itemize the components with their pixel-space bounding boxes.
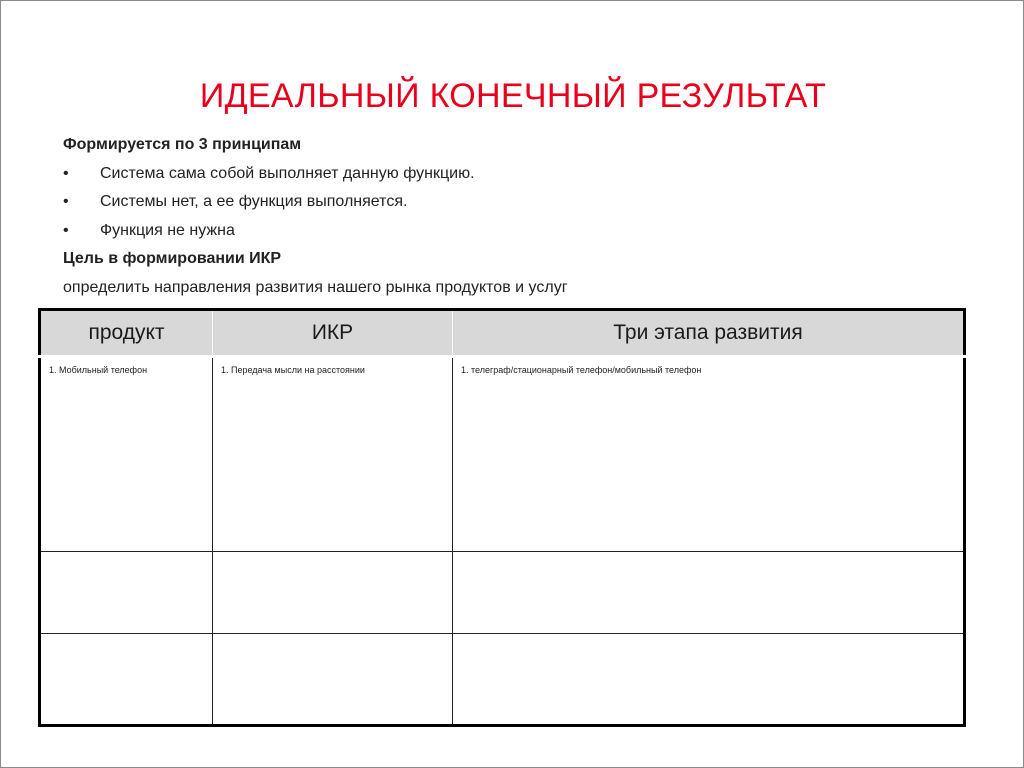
bullet-icon: • bbox=[63, 221, 69, 239]
principle-text: Функция не нужна bbox=[100, 221, 235, 239]
table-cell[interactable] bbox=[453, 551, 965, 633]
slide-body bbox=[63, 131, 963, 302]
principle-text: Система сама собой выполняет данную функцию. bbox=[100, 164, 475, 182]
table-cell[interactable]: 1. Передача мысли на расстоянии bbox=[213, 357, 453, 552]
principle-item-1 bbox=[63, 160, 963, 189]
principles-heading: Формируется по 3 принципам bbox=[63, 136, 302, 153]
bullet-icon: • bbox=[63, 164, 69, 182]
header-stages: Три этапа развития bbox=[453, 310, 965, 357]
table-cell[interactable] bbox=[213, 551, 453, 633]
table-cell[interactable] bbox=[40, 633, 213, 725]
header-product: продукт bbox=[40, 310, 213, 357]
table-cell[interactable] bbox=[40, 551, 213, 633]
goal-heading: Цель в формировании ИКР bbox=[63, 250, 282, 267]
table-cell[interactable]: 1. телеграф/стационарный телефон/мобильный телефон bbox=[453, 357, 965, 552]
table-cell[interactable] bbox=[213, 633, 453, 725]
header-ikr: ИКР bbox=[213, 310, 453, 357]
bullet-icon: • bbox=[63, 193, 69, 210]
slide-title: ИДЕАЛЬНЫЙ КОНЕЧНЫЙ РЕЗУЛЬТАТ bbox=[199, 77, 827, 115]
table-cell[interactable]: 1. Мобильный телефон bbox=[40, 357, 213, 552]
principle-text: Системы нет, а ее функция выполняется. bbox=[100, 193, 408, 210]
table-row bbox=[40, 357, 965, 552]
table-row bbox=[40, 551, 965, 633]
table-header-row bbox=[40, 310, 965, 357]
principle-item-2 bbox=[63, 188, 963, 217]
table-cell[interactable] bbox=[453, 633, 965, 725]
goal-text: определить направления развития нашего рынка продуктов и услуг bbox=[63, 278, 568, 296]
ikr-table bbox=[38, 308, 966, 727]
table-row bbox=[40, 633, 965, 725]
principle-item-3 bbox=[63, 217, 963, 246]
